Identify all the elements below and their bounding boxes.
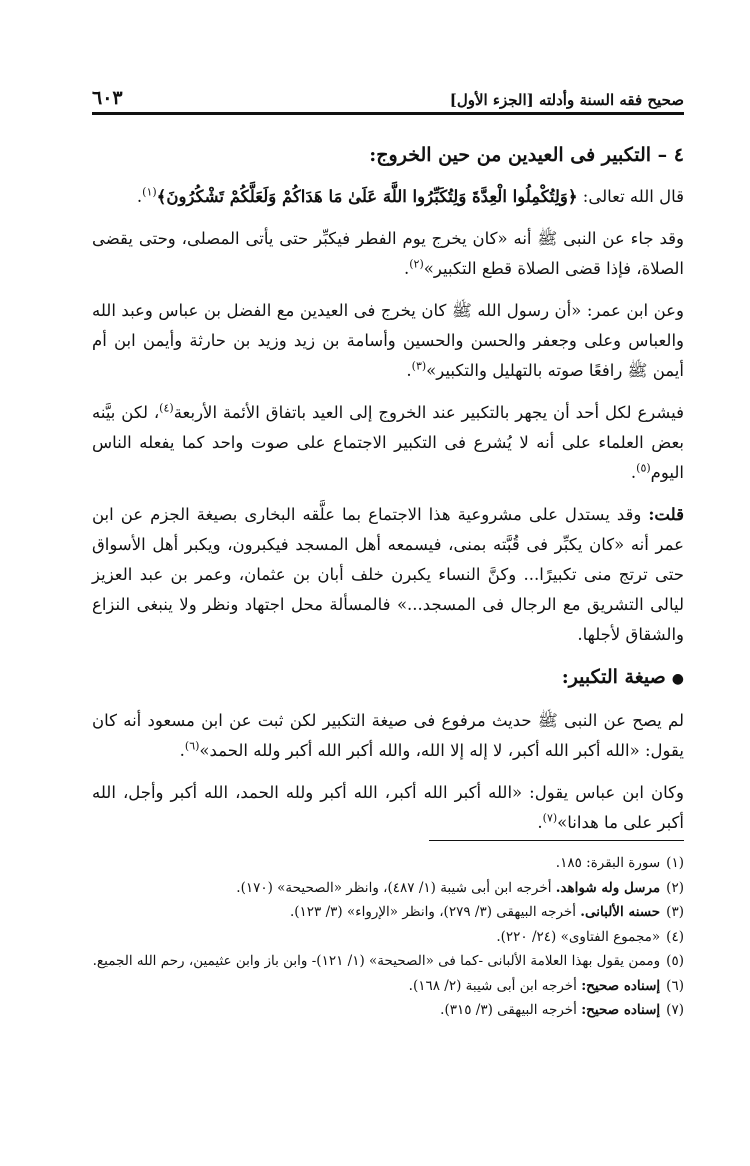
paragraph-1: وقد جاء عن النبى ﷺ أنه «كان يخرج يوم الفطر فيكبِّر حتى يأتى المصلى، وحتى يقضى الصلاة، فإذا قضى الصلاة قطع التكبير»$^{(٢)}$. [92,229,684,278]
footnote-item [92,974,684,999]
footnote-item [92,949,684,974]
quran-verse: ﴿وَلِتُكْمِلُوا الْعِدَّةَ وَلِتُكَبِّرُوا اللَّهَ عَلَىٰ مَا هَدَاكُمْ وَلَعَلَّكُمْ تَشْكُرُونَ﴾ [156,187,578,206]
section-heading: ٤ – التكبير فى العيدين من حين الخروج: [369,144,684,166]
paragraph-4-text: وقد يستدل على مشروعية هذا الاجتماع بما علَّقه البخارى بصيغة الجزم عن ابن عمر أنه «كان يكبِّر فى قُبَّته بمنى، فيسمعه أهل المسجد فيكبرون، ويكبر أهل الأسواق حتى ترتج منى تكبيرًا... وكنَّ النساء يكبرن خلف أبان بن عثمان، وعمر بن عبد العزيز ليالى التشريق مع الرجال فى المسجد...» فالمسألة محل اجتهاد ونظر ولا ينبغى النزاع والشقاق لأجلها. [92,505,684,644]
footnote-text: سورة البقرة: ١٨٥. [555,855,661,871]
footnote-item [92,998,684,1023]
paragraph-3b-text: ، لكن بيَّنه بعض العلماء على أنه لا يُشرع فى التكبير الاجتماع على صوت واحد كما يفعله الناس اليوم [92,403,684,482]
footnote-item [92,851,684,876]
footnote-item [92,876,684,901]
footnote-number: (١) [666,855,684,871]
footnote-ref-5: (٥) [636,461,651,475]
footnote-ref-4: (٤) [159,401,174,415]
footnotes [92,840,684,1023]
subheading-text: صيغة التكبير: [561,666,666,688]
footnote-number: (٢) [666,879,684,896]
footnote-text: أخرجه البيهقى (٣/ ٣١٥). [440,1002,582,1018]
footnote-divider [429,840,684,841]
footnote-ref-1: (١) [142,185,157,199]
verse-intro: قال الله تعالى: [577,187,684,206]
running-header [92,78,684,115]
footnote-number: (٤) [666,928,684,945]
footnote-text: أخرجه ابن أبى شيبة (٢/ ١٦٨). [408,977,582,994]
footnote-text: أخرجه ابن أبى شيبة (١/ ٤٨٧)، وانظر «الصحيحة» (١٧٠). [236,879,556,896]
paragraph-3: فيشرع لكل أحد أن يجهر بالتكبير عند الخروج إلى العيد باتفاق الأئمة الأربعة$^{(٤)}$، لكن بيَّنه بعض العلماء على أنه لا يُشرع فى التكبير الاجتماع على صوت واحد كما يفعله الناس اليوم$^{(٥)}$. [92,401,684,482]
subheading [92,662,684,694]
paragraph-1-text: وقد جاء عن النبى ﷺ أنه «كان يخرج يوم الفطر فيكبِّر حتى يأتى المصلى، وحتى يقضى الصلاة، فإذا قضى الصلاة قطع التكبير» [92,229,684,278]
footnote-ref-7: (٧) [542,811,558,825]
verse-paragraph: قال الله تعالى: ﴿وَلِتُكْمِلُوا الْعِدَّةَ وَلِتُكَبِّرُوا اللَّهَ عَلَىٰ مَا هَدَاكُمْ وَلَعَلَّكُمْ تَشْكُرُونَ﴾$^{(١)}$. [136,185,684,206]
footnote-ref-6: (٦) [184,739,200,753]
page-number: ٦٠٣ [92,87,123,109]
footnote-ref-3: (٣) [411,359,427,373]
paragraph-6-text: وكان ابن عباس يقول: «الله أكبر الله أكبر، الله أكبر ولله الحمد، الله أكبر وأجل، الله أكبر على ما هدانا» [92,783,684,832]
paragraph-2: وعن ابن عمر: «أن رسول الله ﷺ كان يخرج فى العيدين مع الفضل بن عباس وعبد الله والعباس وعلى وجعفر والحسن والحسين وأسامة بن زيد وزيد بن حارثة وأيمن ابن أم أيمن ﷺ رافعًا صوته بالتهليل والتكبير»$^{(٣)}$. [92,301,684,380]
qult-label: قلت: [648,505,684,524]
footnote-grade: مرسل وله شواهد. [555,879,661,896]
paragraph-5-text: لم يصح عن النبى ﷺ حديث مرفوع فى صيغة التكبير لكن ثبت عن ابن مسعود أنه كان يقول: «الله أكبر الله أكبر، لا إله إلا الله، والله أكبر الله أكبر ولله الحمد» [92,711,684,760]
footnote-number: (٥) [666,953,684,969]
footnote-number: (٧) [666,1002,684,1018]
paragraph-3a-text: فيشرع لكل أحد أن يجهر بالتكبير عند الخروج إلى العيد باتفاق الأئمة الأربعة [173,403,684,422]
footnote-list [92,851,684,1023]
footnote-grade: حسنه الألبانى. [580,904,661,920]
footnote-text: وممن يقول بهذا العلامة الألبانى -كما فى «الصحيحة» (١/ ١٢١)- وابن باز وابن عثيمين، رحم الله الجميع. [92,953,661,969]
paragraph-6: وكان ابن عباس يقول: «الله أكبر الله أكبر، الله أكبر ولله الحمد، الله أكبر وأجل، الله أكبر على ما هدانا»$^{(٧)}$. [92,783,684,832]
paragraph-2-text: وعن ابن عمر: «أن رسول الله ﷺ كان يخرج فى العيدين مع الفضل بن عباس وعبد الله والعباس وعلى وجعفر والحسن والحسين وأسامة بن زيد وزيد بن حارثة وأيمن ابن أم أيمن ﷺ رافعًا صوته بالتهليل والتكبير» [92,301,684,380]
footnote-grade: إسناده صحيح: [581,1002,661,1018]
footnote-ref-2: (٢) [409,257,424,271]
footnote-item [92,925,684,950]
footnote-item [92,900,684,925]
book-title: صحيح فقه السنة وأدلته [الجزء الأول] [449,91,684,109]
footnote-grade: إسناده صحيح: [581,977,661,994]
paragraph-5: لم يصح عن النبى ﷺ حديث مرفوع فى صيغة التكبير لكن ثبت عن ابن مسعود أنه كان يقول: «الله أكبر الله أكبر، لا إله إلا الله، والله أكبر الله أكبر ولله الحمد»$^{(٦)}$. [92,711,684,760]
bullet-icon: ● [671,671,684,687]
footnote-text: «مجموع الفتاوى» (٢٤/ ٢٢٠). [496,928,661,945]
footnote-number: (٦) [666,977,684,994]
main-text [92,140,684,850]
paragraph-4 [92,500,684,650]
footnote-number: (٣) [666,904,684,920]
footnote-text: أخرجه البيهقى (٣/ ٢٧٩)، وانظر «الإرواء» (٣/ ١٢٣). [289,904,581,920]
